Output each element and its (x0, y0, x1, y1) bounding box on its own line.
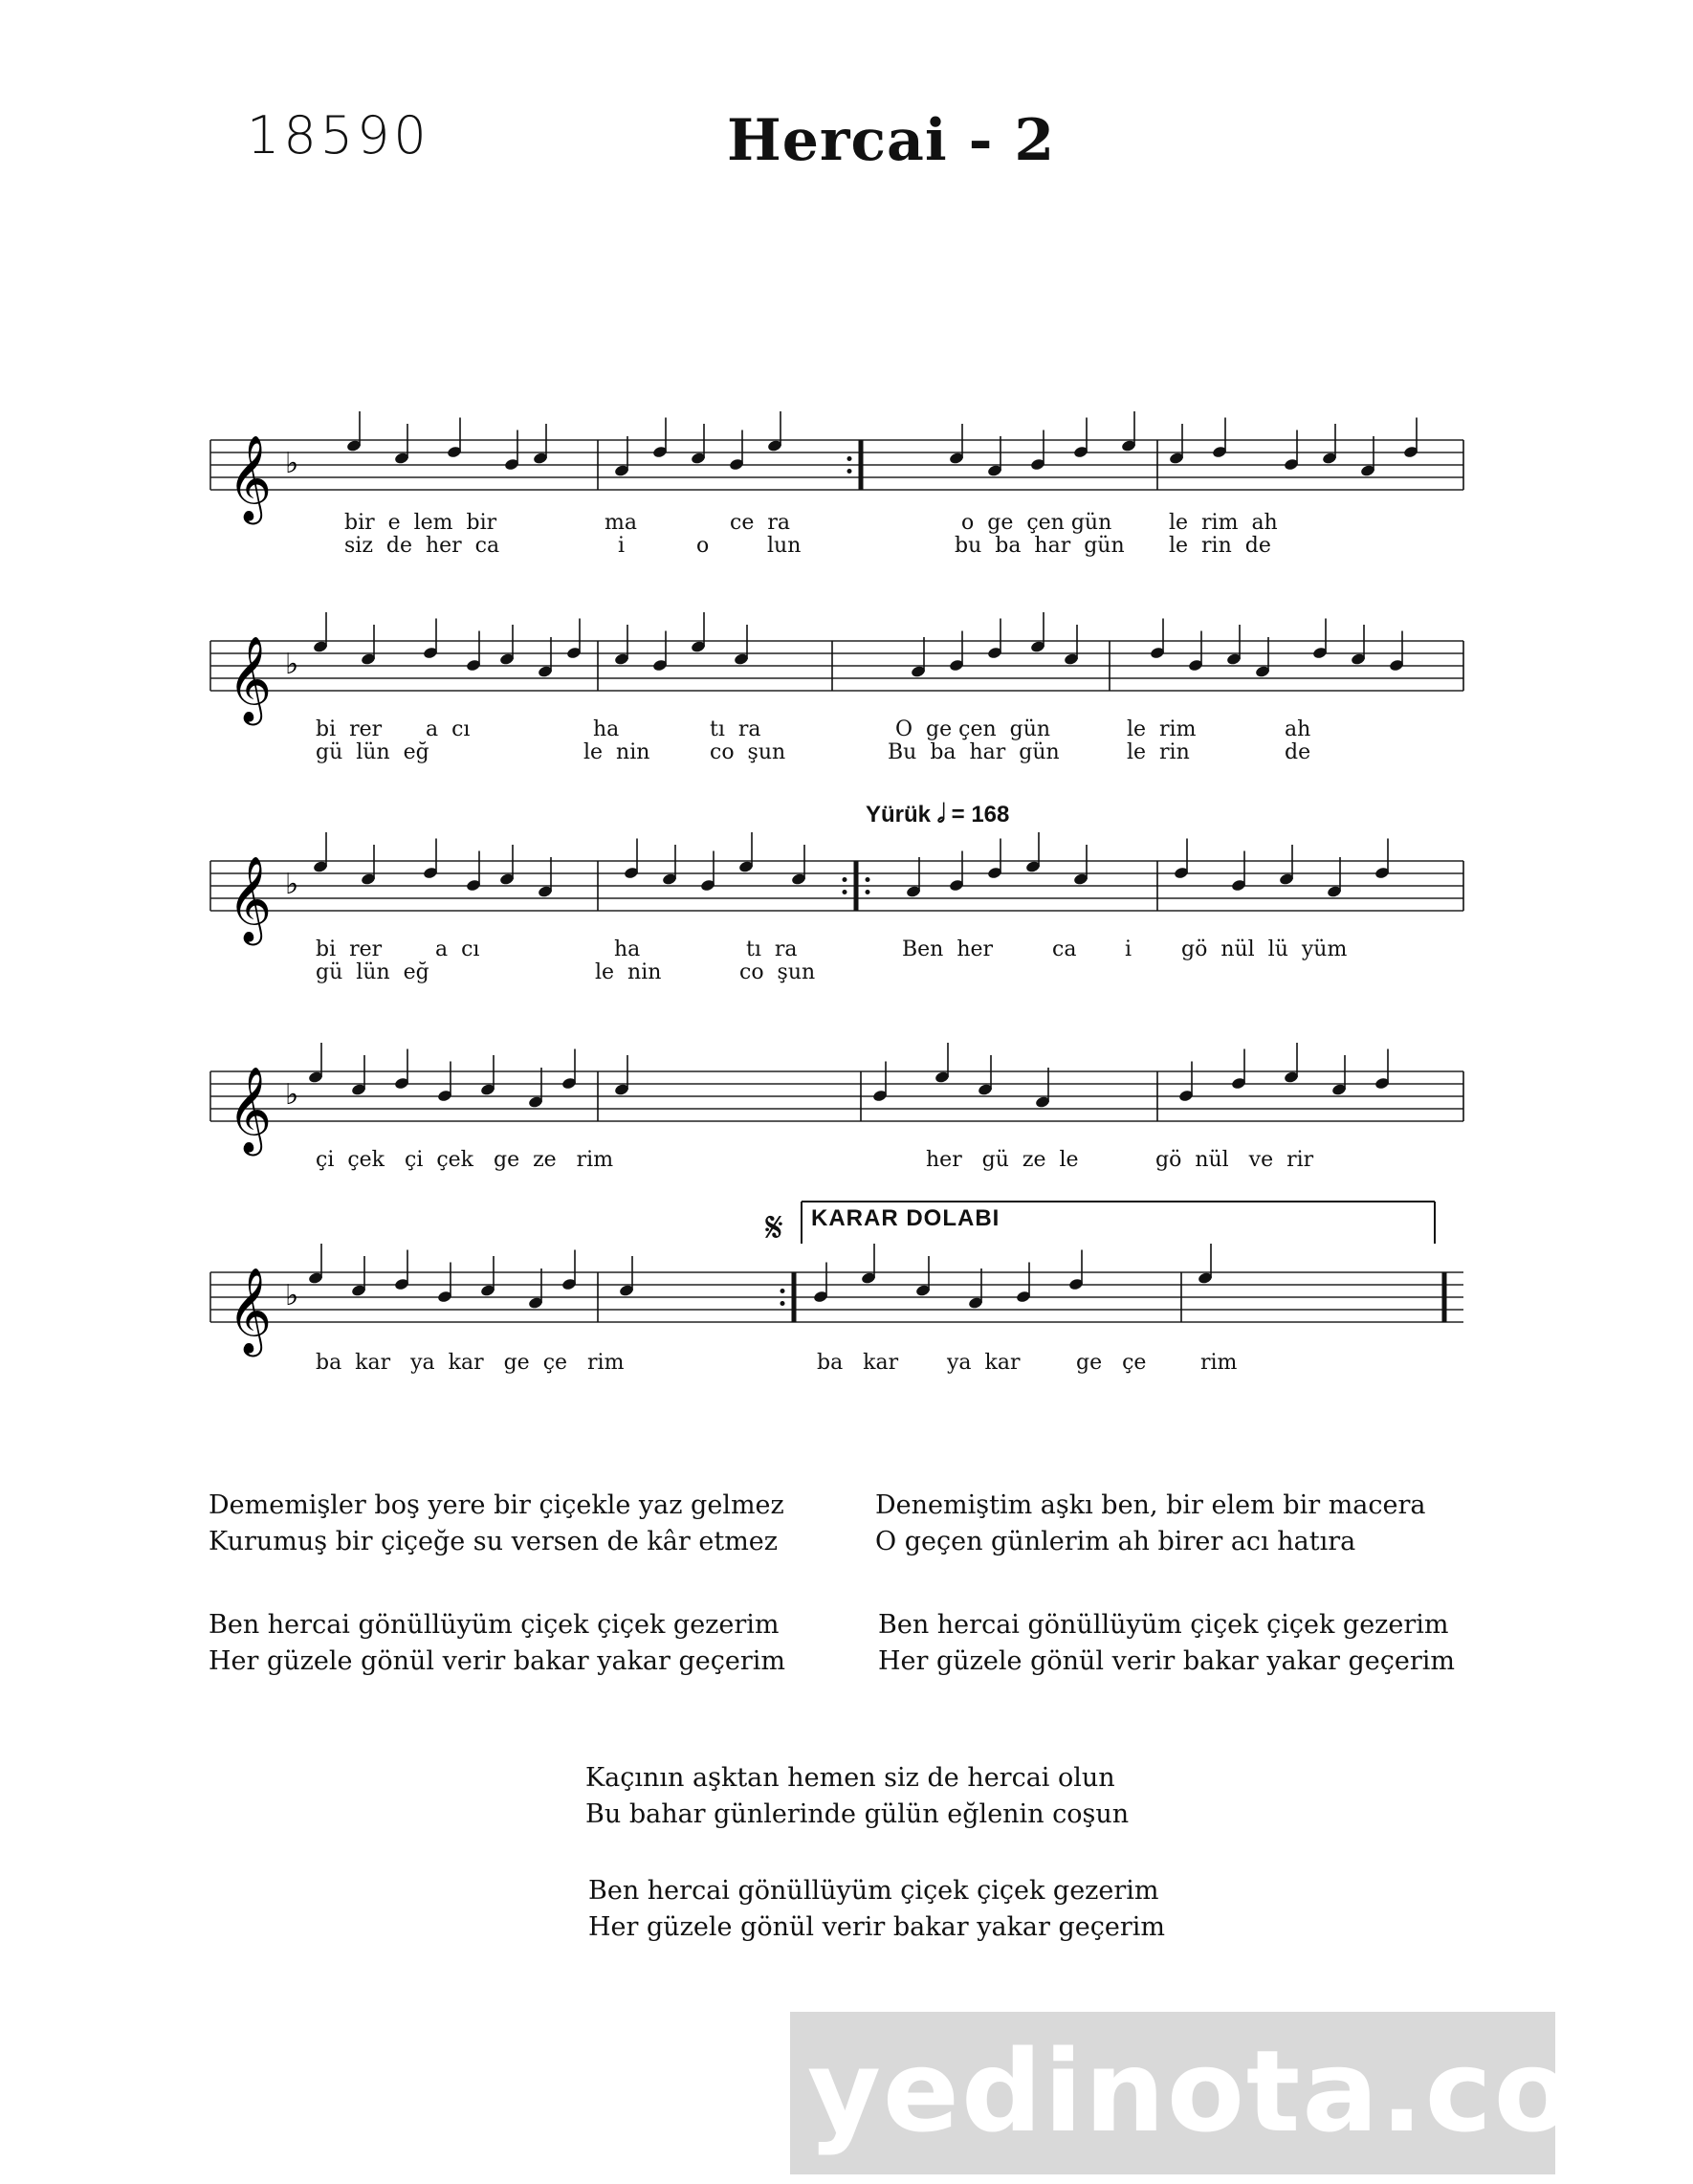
flat-key-signature-icon: ♭ (285, 1279, 299, 1313)
verse-line: Bu bahar günlerinde gülün eğlenin coşun (585, 1799, 1130, 1829)
lyric-syllable: bu ba har gün (955, 534, 1125, 558)
verse-right-chorus (878, 1607, 1455, 1680)
repeat-dot (847, 469, 852, 474)
verse-line: Ben hercai gönüllüyüm çiçek çiçek gezerim (209, 1610, 780, 1640)
staff-system-4 (0, 1043, 1588, 1186)
verse-line: Kaçının aşktan hemen siz de hercai olun (585, 1763, 1115, 1793)
lyric-syllable: de (1285, 740, 1311, 764)
lyric-syllable: co şun (739, 960, 816, 984)
lyric-syllable: o ge çen gün (961, 511, 1112, 535)
verse-line: Kurumuş bir çiçeğe su versen de kâr etmez (209, 1527, 779, 1556)
repeat-dot (866, 877, 870, 882)
verse-line: Ben hercai gönüllüyüm çiçek çiçek gezerim (588, 1876, 1159, 1906)
treble-clef-icon: 𝄞 (228, 435, 273, 521)
lyric-syllable: gü lün eğ (316, 740, 429, 764)
staff-4 (0, 1043, 1588, 1158)
flat-key-signature-icon: ♭ (285, 648, 299, 681)
lyric-syllable: ya kar (947, 1351, 1021, 1375)
flat-key-signature-icon: ♭ (285, 868, 299, 901)
repeat-dot (781, 1289, 785, 1293)
lyric-syllable: ba kar (817, 1351, 899, 1375)
karar-dolabi-label: KARAR DOLABI (811, 1205, 1000, 1231)
lyric-syllable: le rim (1127, 717, 1197, 741)
lyric-syllable: ca (1052, 938, 1077, 961)
staff-5 (0, 1244, 1588, 1358)
lyrics-line-1 (0, 1351, 1588, 1379)
lyric-syllable: Bu ba har gün (888, 740, 1060, 764)
lyric-syllable: ma (605, 511, 637, 535)
karar-bracket (765, 1198, 1492, 1246)
lyric-syllable: bir e lem bir (344, 511, 497, 535)
lyric-syllable: le rin de (1169, 534, 1271, 558)
lyric-syllable: ba kar ya kar ge çe rim (316, 1351, 625, 1375)
repeat-dot (781, 1301, 785, 1306)
staff-3 (0, 832, 1588, 947)
lyric-syllable: çi çek çi çek ge ze rim (316, 1148, 614, 1172)
lyric-syllable: a cı (435, 938, 480, 961)
verse-line: Dememişler boş yere bir çiçekle yaz gelmez (209, 1490, 784, 1520)
staff-system-1 (0, 411, 1588, 574)
staff-system-5 (0, 1244, 1588, 1387)
lyrics-line-2 (0, 740, 1588, 769)
lyric-syllable: gö nül lü yüm (1181, 938, 1348, 961)
lyric-syllable: le rim ah (1169, 511, 1278, 535)
staff-1 (0, 411, 1588, 526)
verse-line: Her güzele gönül verir bakar yakar geçerim (588, 1912, 1166, 1942)
verse-left-chorus (209, 1607, 785, 1680)
verse-left-top (209, 1488, 784, 1560)
flat-key-signature-icon: ♭ (285, 447, 299, 480)
verse-line: Ben hercai gönüllüyüm çiçek çiçek gezerim (878, 1610, 1449, 1640)
lyric-syllable: tı ra (746, 938, 798, 961)
lyric-syllable: ah (1285, 717, 1311, 741)
lyric-syllable: ha (614, 938, 641, 961)
song-title: Hercai - 2 (727, 107, 1056, 174)
tempo-label: Yürük (866, 802, 932, 827)
lyric-syllable: ce ra (730, 511, 790, 535)
lyric-syllable: bi rer (316, 938, 383, 961)
verse-line: Her güzele gönül verir bakar yakar geçerim (209, 1646, 786, 1676)
watermark (790, 2012, 1693, 2174)
repeat-dot (847, 456, 852, 461)
verse-center (585, 1760, 1129, 1833)
repeat-dot (866, 890, 870, 894)
lyric-syllable: gö nül ve rir (1155, 1148, 1314, 1172)
lyric-syllable: Ben her (902, 938, 994, 961)
lyric-syllable: bi rer (316, 717, 383, 741)
repeat-dot (843, 877, 847, 882)
lyrics-line-2 (0, 960, 1588, 989)
staff-system-2 (0, 612, 1588, 775)
watermark-text: yedinota.com (807, 2025, 1693, 2157)
treble-clef-icon: 𝄞 (228, 1268, 273, 1354)
verse-line: Her güzele gönül verir bakar yakar geçerim (878, 1646, 1456, 1676)
lyric-syllable: ha (593, 717, 620, 741)
segno-icon: 𝄋 (765, 1203, 783, 1252)
lyric-syllable: i (1125, 938, 1132, 961)
repeat-dot (843, 890, 847, 894)
verse-line: Denemiştim aşkı ben, bir elem bir macera (875, 1490, 1426, 1520)
lyric-syllable: tı ra (710, 717, 761, 741)
verse-center-chorus (588, 1873, 1165, 1946)
lyric-syllable: co şun (710, 740, 786, 764)
lyric-syllable: her gü ze le (926, 1148, 1079, 1172)
lyric-syllable: i (618, 534, 626, 558)
verse-line: O geçen günlerim ah birer acı hatıra (875, 1527, 1356, 1556)
lyric-syllable: le rin (1127, 740, 1190, 764)
lyrics-line-1 (0, 1148, 1588, 1177)
staff-system-3 (0, 832, 1588, 995)
lyric-syllable: O ge çen gün (895, 717, 1051, 741)
flat-key-signature-icon: ♭ (285, 1078, 299, 1112)
lyrics-line-2 (0, 534, 1588, 563)
half-note-icon: 𝅗𝅥 (936, 799, 945, 827)
lyric-syllable: rim (1200, 1351, 1238, 1375)
lyric-syllable: gü lün eğ (316, 960, 429, 984)
lyric-syllable: ge çe (1076, 1351, 1147, 1375)
staff-2 (0, 612, 1588, 727)
verse-right-top (875, 1488, 1426, 1560)
treble-clef-icon: 𝄞 (228, 636, 273, 722)
tempo-marking (866, 799, 1009, 829)
treble-clef-icon: 𝄞 (228, 1067, 273, 1153)
tempo-value: = 168 (951, 802, 1010, 827)
treble-clef-icon: 𝄞 (228, 856, 273, 942)
lyric-syllable: le nin (595, 960, 662, 984)
lyric-syllable: a cı (426, 717, 471, 741)
lyric-syllable: siz de her ca (344, 534, 500, 558)
lyric-syllable: o (696, 534, 710, 558)
lyric-syllable: lun (767, 534, 802, 558)
handwritten-page-number: 18590 (247, 105, 430, 165)
lyric-syllable: le nin (583, 740, 650, 764)
